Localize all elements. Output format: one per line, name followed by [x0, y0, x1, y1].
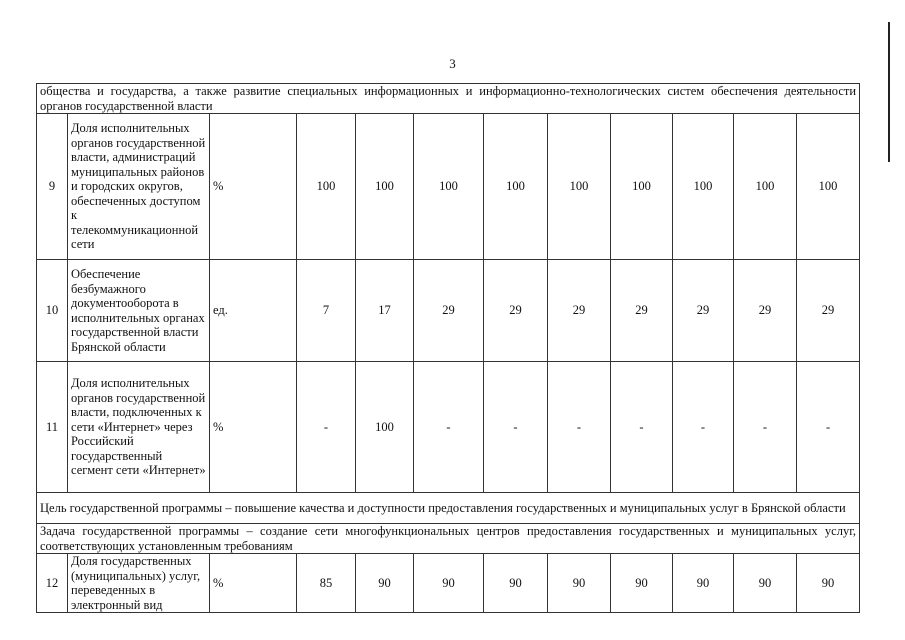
indicator-value: 85	[297, 554, 356, 613]
indicator-value: -	[611, 362, 673, 493]
indicator-value: 90	[484, 554, 548, 613]
indicator-value: 29	[734, 260, 797, 362]
indicator-value: -	[734, 362, 797, 493]
indicator-value: -	[484, 362, 548, 493]
indicator-unit: ед.	[210, 260, 297, 362]
indicator-value: 100	[484, 114, 548, 260]
indicator-value: 90	[673, 554, 734, 613]
row-number: 12	[37, 554, 68, 613]
section-text: Задача государственной программы – создание сети многофункциональных центров предоставления государственных и муниципальных услуг, соответствующих установленным требованиям	[37, 524, 860, 554]
table-row	[37, 524, 860, 554]
indicator-value: 100	[356, 114, 414, 260]
margin-mark	[888, 22, 890, 162]
section-text: Цель государственной программы – повышение качества и доступности предоставления государственных и муниципальных услуг в Брянской области	[37, 493, 860, 524]
indicator-value: 29	[673, 260, 734, 362]
indicator-value: 100	[673, 114, 734, 260]
indicator-value: 90	[734, 554, 797, 613]
indicator-value: -	[548, 362, 611, 493]
indicator-value: 100	[297, 114, 356, 260]
indicator-value: 29	[611, 260, 673, 362]
indicator-value: 17	[356, 260, 414, 362]
indicator-value: 100	[611, 114, 673, 260]
indicator-value: 29	[548, 260, 611, 362]
table-row	[37, 362, 860, 493]
indicator-value: 90	[797, 554, 860, 613]
table-row	[37, 554, 860, 613]
table-row	[37, 114, 860, 260]
row-number: 10	[37, 260, 68, 362]
indicator-unit: %	[210, 362, 297, 493]
indicator-value: 7	[297, 260, 356, 362]
indicator-value: -	[673, 362, 734, 493]
indicator-value: 90	[611, 554, 673, 613]
section-text: общества и государства, а также развитие специальных информационных и информационно-технологических систем обеспечения деятельности органов государственной власти	[37, 84, 860, 114]
indicator-value: -	[414, 362, 484, 493]
indicator-name: Обеспечение безбумажного документооборота в исполнительных органах государственной власти Брянской области	[68, 260, 210, 362]
row-number: 11	[37, 362, 68, 493]
indicator-value: 29	[484, 260, 548, 362]
row-number: 9	[37, 114, 68, 260]
indicator-unit: %	[210, 114, 297, 260]
indicator-name: Доля исполнительных органов государственной власти, подключенных к сети «Интернет» через Российский государственный сегмент сети «Интернет»	[68, 362, 210, 493]
indicator-value: -	[297, 362, 356, 493]
indicator-value: 90	[414, 554, 484, 613]
indicator-value: 100	[734, 114, 797, 260]
indicator-value: 100	[356, 362, 414, 493]
page-number: 3	[449, 56, 456, 71]
indicator-value: 29	[414, 260, 484, 362]
indicator-value: 90	[548, 554, 611, 613]
table-row	[37, 493, 860, 524]
indicator-name: Доля исполнительных органов государственной власти, администраций муниципальных районов и городских округов, обеспеченных доступом к телекоммуникационной сети	[68, 114, 210, 260]
indicator-value: 29	[797, 260, 860, 362]
indicator-name: Доля государственных (муниципальных) услуг, переведенных в электронный вид	[68, 554, 210, 613]
indicator-value: 90	[356, 554, 414, 613]
indicators-table	[36, 83, 860, 613]
indicator-value: 100	[414, 114, 484, 260]
table-row	[37, 260, 860, 362]
indicator-unit: %	[210, 554, 297, 613]
indicator-value: 100	[797, 114, 860, 260]
table-row	[37, 84, 860, 114]
indicator-value: 100	[548, 114, 611, 260]
indicator-value: -	[797, 362, 860, 493]
